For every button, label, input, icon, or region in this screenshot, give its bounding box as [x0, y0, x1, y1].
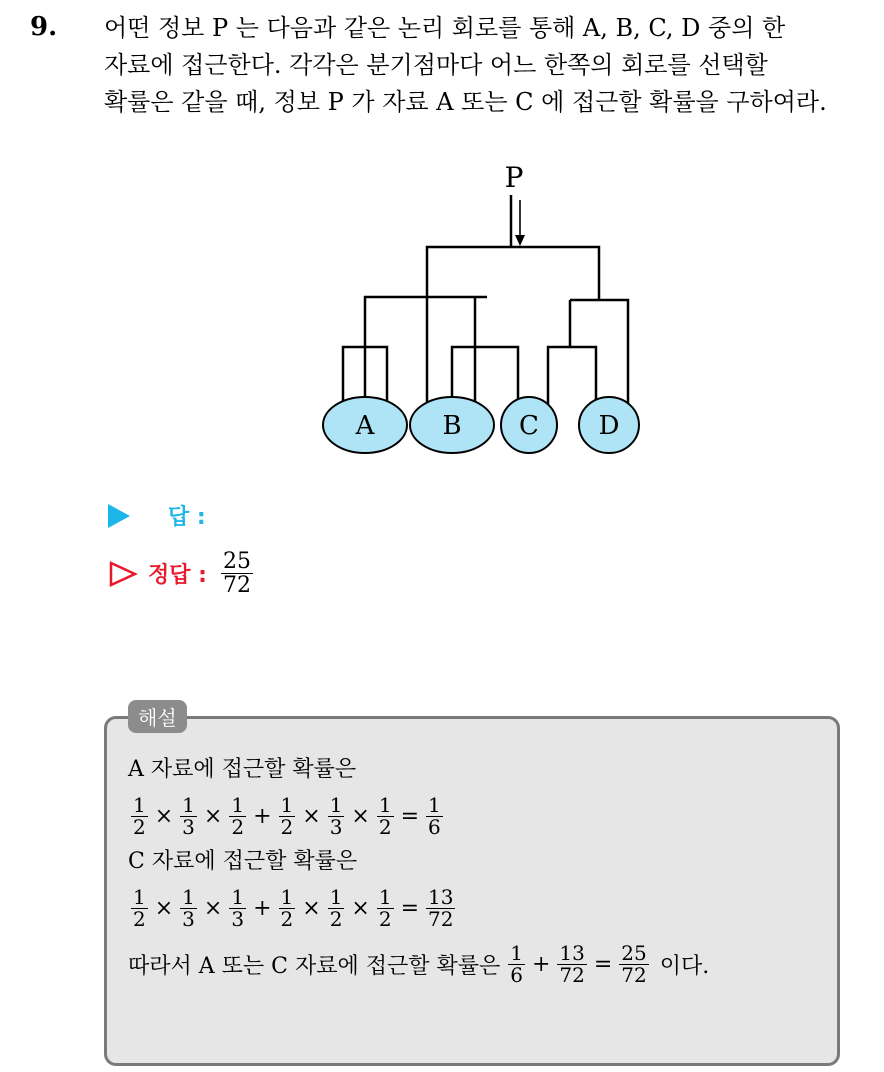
question-line: 확률은 같을 때, 정보 P 가 자료 A 또는 C 에 접근할 확률을 구하여라.	[104, 88, 827, 116]
triangle-outline-icon	[108, 560, 138, 588]
fraction-result: $\frac{13}{72}$	[428, 884, 454, 931]
solution-line: C 자료에 접근할 확률은	[128, 849, 358, 874]
fraction: $\frac{1}{2}$	[280, 884, 294, 931]
fraction: $\frac{1}{2}$	[133, 884, 146, 931]
fraction-result: $\frac{25}{72}$	[621, 940, 647, 987]
node-a-label: A	[355, 411, 375, 441]
fraction: $\frac{1}{3}$	[182, 792, 195, 839]
fraction: $\frac{1}{2}$	[378, 792, 392, 839]
correct-answer-fraction	[221, 550, 253, 597]
fraction: $\frac{1}{2}$	[133, 792, 146, 839]
solution-content	[128, 752, 709, 992]
correct-answer-label: 정답 :	[148, 563, 207, 589]
solution-equation-a: $\frac{1}{2}$ × $\frac{1}{3}$ × $\frac{1}{2}$ + $\frac{1}{2}$ × $\frac{1}{3}$ × $\frac{1}{2}$ = $\frac{1}{6}$	[133, 792, 441, 839]
fraction-denominator: 72	[222, 573, 251, 599]
solution-conclusion: 따라서 A 또는 C 자료에 접근할 확률은 $\frac{1}{6}$ + $\frac{13}{72}$ = $\frac{25}{72}$ 이다.	[128, 940, 710, 987]
fraction: $\frac{1}{2}$	[280, 792, 294, 839]
fraction: $\frac{1}{2}$	[231, 792, 245, 839]
solution-equation-c: $\frac{1}{2}$ × $\frac{1}{3}$ × $\frac{1}{3}$ + $\frac{1}{2}$ × $\frac{1}{2}$ × $\frac{1}{2}$ = $\frac{13}{72}$	[133, 884, 454, 931]
fraction: $\frac{1}{3}$	[182, 884, 195, 931]
input-arrow-head	[515, 235, 525, 246]
node-d-label: D	[598, 411, 620, 441]
question-line: 자료에 접근한다. 각각은 분기점마다 어느 한쪽의 회로를 선택할	[104, 51, 768, 79]
fraction: $\frac{1}{2}$	[378, 884, 392, 931]
play-icon	[108, 504, 130, 528]
fraction: $\frac{1}{3}$	[231, 884, 245, 931]
question-text	[104, 10, 864, 121]
fraction-result: $\frac{1}{6}$	[428, 792, 441, 839]
source-label: P	[504, 161, 524, 194]
node-c-label: C	[519, 411, 539, 441]
solution-line: A 자료에 접근할 확률은	[128, 757, 357, 782]
answer-label: 답 :	[168, 505, 206, 530]
node-b-label: B	[442, 411, 462, 441]
fraction: $\frac{1}{3}$	[329, 792, 343, 839]
fraction: $\frac{1}{6}$	[510, 940, 523, 987]
solution-tag: 해설	[128, 700, 187, 733]
fraction: $\frac{13}{72}$	[559, 940, 585, 987]
circuit-wires	[343, 247, 628, 407]
correct-answer-row	[108, 550, 256, 597]
fraction-numerator: 25	[222, 549, 251, 574]
conclusion-suffix: 이다.	[659, 953, 710, 979]
conclusion-prefix: 따라서 A 또는 C 자료에 접근할 확률은	[128, 953, 501, 979]
answer-blank-row	[108, 500, 206, 531]
question-line: 어떤 정보 P 는 다음과 같은 논리 회로를 통해 A, B, C, D 중의 한	[104, 14, 786, 42]
logic-circuit-diagram	[300, 155, 660, 465]
question-number: 9.	[30, 12, 58, 42]
fraction: $\frac{1}{2}$	[329, 884, 343, 931]
